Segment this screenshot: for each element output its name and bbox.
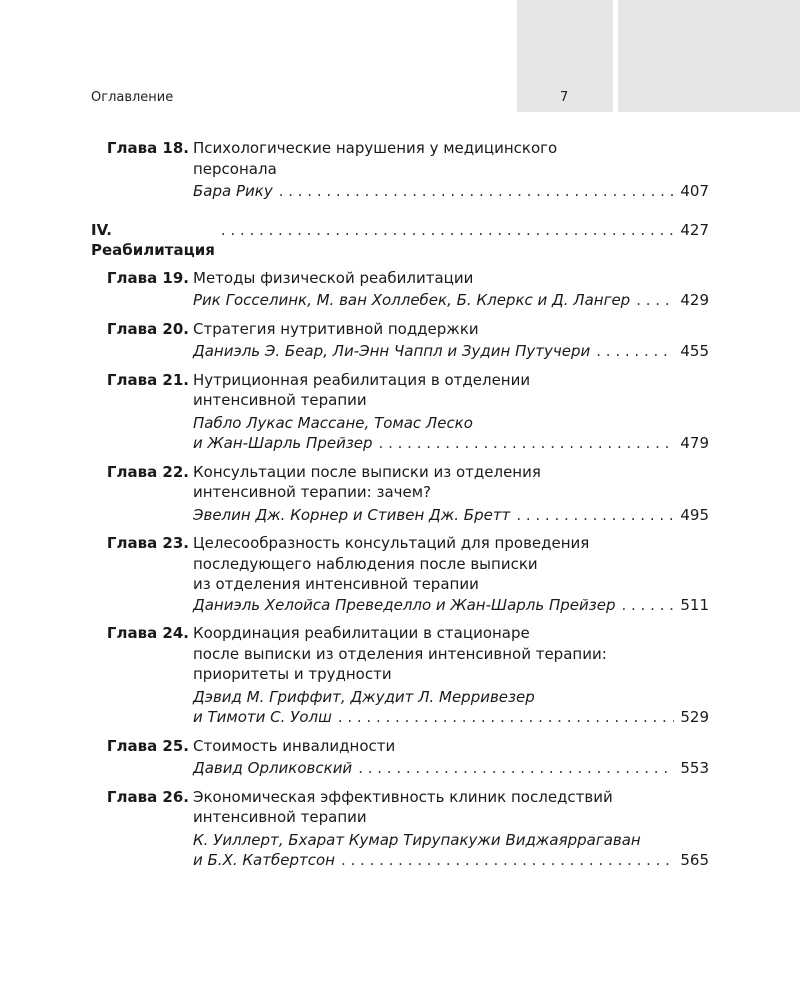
leader-dots bbox=[621, 595, 674, 615]
chapter-title: Стоимость инвалидности bbox=[193, 736, 396, 755]
chapter-title: Нутриционная реабилитация в отделении bbox=[193, 370, 531, 389]
chapter-title: Консультации после выписки из отделения bbox=[193, 462, 541, 481]
page-ref: 455 bbox=[680, 342, 709, 360]
page-ref: 529 bbox=[680, 708, 709, 726]
chapter-label: Глава 21. bbox=[106, 370, 189, 389]
leader-dots bbox=[221, 220, 675, 240]
table-of-contents bbox=[91, 138, 709, 871]
chapter-title: Координация реабилитации в стационаре bbox=[193, 624, 530, 642]
leader-dots bbox=[636, 290, 674, 310]
toc-entry-ch20[interactable] bbox=[91, 319, 709, 362]
chapter-label: Глава 26. bbox=[106, 787, 189, 806]
chapter-author: и Тимоти С. Уолш bbox=[193, 708, 332, 726]
chapter-author: и Б.Х. Катбертсон bbox=[193, 851, 335, 869]
toc-entry-ch26[interactable] bbox=[91, 787, 709, 871]
toc-entry-ch23[interactable] bbox=[91, 533, 709, 615]
chapter-author: и Жан-Шарль Прейзер bbox=[193, 434, 373, 452]
toc-part-iv[interactable] bbox=[91, 220, 709, 260]
toc-entry-ch25[interactable] bbox=[91, 736, 709, 779]
chapter-title: Психологические нарушения у медицинского bbox=[193, 139, 558, 157]
chapter-author: Рик Госселинк, М. ван Холлебек, Б. Клеркс и Д. Лангер bbox=[193, 291, 631, 309]
part-title: IV. Реабилитация bbox=[91, 220, 215, 259]
chapter-title: Стратегия нутритивной поддержки bbox=[193, 319, 479, 338]
chapter-author: Давид Орликовский bbox=[193, 759, 353, 777]
chapter-author: Эвелин Дж. Корнер и Стивен Дж. Бретт bbox=[193, 505, 511, 524]
page-ref: 427 bbox=[680, 220, 709, 239]
chapter-title: интенсивной терапии: зачем? bbox=[193, 483, 432, 501]
running-head: Оглавление bbox=[91, 90, 174, 105]
chapter-label: Глава 23. bbox=[106, 534, 189, 552]
chapter-author: Даниэль Э. Беар, Ли-Энн Чаппл и Зудин Путучери bbox=[193, 342, 591, 360]
leader-dots bbox=[279, 181, 675, 201]
chapter-author: Пабло Лукас Массане, Томас Леско bbox=[193, 413, 473, 432]
chapter-label: Глава 25. bbox=[106, 736, 189, 755]
chapter-label: Глава 20. bbox=[106, 319, 189, 338]
page-ref: 495 bbox=[680, 505, 709, 524]
page-tab-decoration bbox=[618, 0, 800, 112]
page-ref: 511 bbox=[680, 595, 709, 614]
leader-dots bbox=[338, 707, 675, 727]
chapter-label: Глава 24. bbox=[106, 624, 189, 642]
leader-dots bbox=[516, 505, 674, 525]
chapter-title: последующего наблюдения после выписки bbox=[193, 554, 538, 573]
leader-dots bbox=[379, 433, 675, 453]
leader-dots bbox=[341, 850, 674, 870]
leader-dots bbox=[596, 341, 674, 361]
chapter-label: Глава 19. bbox=[106, 268, 189, 287]
chapter-title: из отделения интенсивной терапии bbox=[193, 575, 479, 593]
toc-entry-ch22[interactable] bbox=[91, 462, 709, 526]
chapter-title: Методы физической реабилитации bbox=[193, 268, 474, 287]
chapter-title: Экономическая эффективность клиник последствий bbox=[193, 787, 613, 806]
chapter-title: интенсивной терапии bbox=[193, 391, 367, 409]
page-ref: 553 bbox=[680, 759, 709, 777]
page-ref: 565 bbox=[680, 851, 709, 869]
chapter-title: интенсивной терапии bbox=[193, 808, 367, 826]
chapter-title: после выписки из отделения интенсивной терапии: bbox=[193, 644, 607, 663]
chapter-author: К. Уиллерт, Бхарат Кумар Тирупакужи Виджаяррагаван bbox=[193, 830, 641, 849]
leader-dots bbox=[358, 758, 674, 778]
chapter-title: персонала bbox=[193, 159, 277, 178]
chapter-title: приоритеты и трудности bbox=[193, 665, 392, 683]
page-ref: 429 bbox=[680, 291, 709, 309]
chapter-label: Глава 22. bbox=[106, 462, 189, 481]
page-ref: 479 bbox=[680, 434, 709, 452]
chapter-author: Бара Рику bbox=[193, 182, 273, 200]
toc-entry-ch19[interactable] bbox=[91, 268, 709, 311]
page-ref: 407 bbox=[680, 182, 709, 200]
chapter-author: Даниэль Хелойса Преведелло и Жан-Шарль Прейзер bbox=[193, 595, 616, 614]
chapter-label: Глава 18. bbox=[106, 139, 189, 157]
toc-entry-ch18[interactable] bbox=[91, 138, 709, 202]
toc-entry-ch21[interactable] bbox=[91, 370, 709, 454]
toc-entry-ch24[interactable] bbox=[91, 623, 709, 728]
page-number: 7 bbox=[560, 90, 569, 105]
chapter-title: Целесообразность консультаций для проведения bbox=[193, 534, 590, 552]
chapter-author: Дэвид М. Гриффит, Джудит Л. Мерривезер bbox=[193, 687, 535, 706]
